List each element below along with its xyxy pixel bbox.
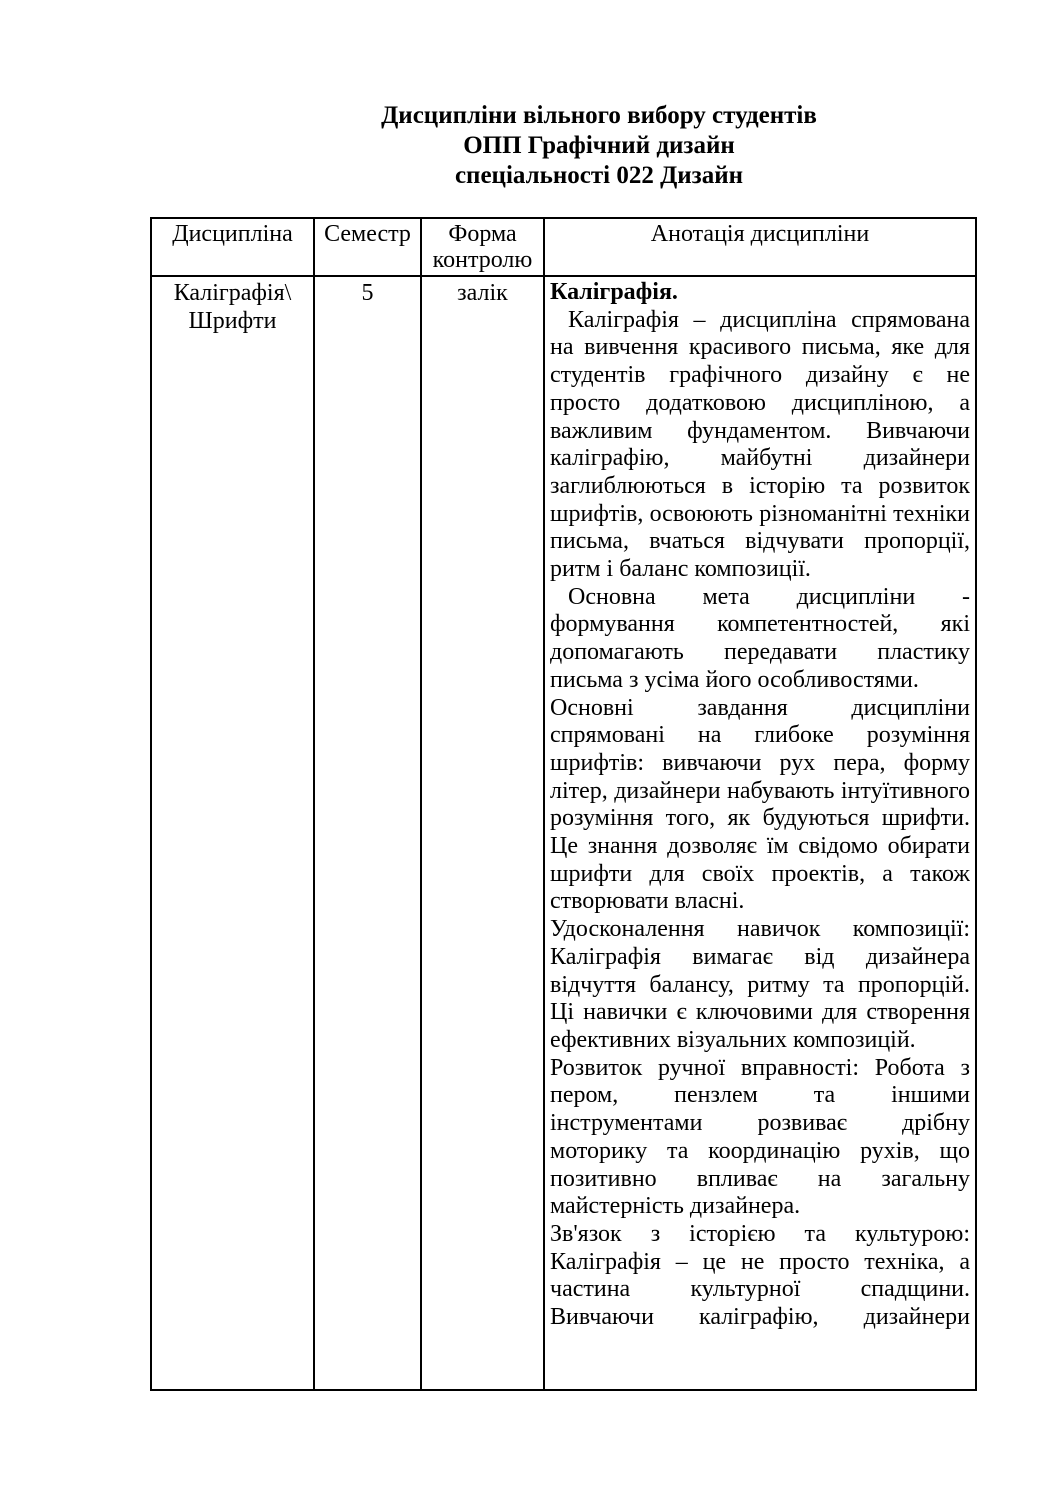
discipline-name-line-2: Шрифти [188, 308, 277, 334]
column-header-discipline: Дисципліна [151, 218, 314, 276]
annotation-paragraph: Основні завдання дисципліни спрямовані на глибоке розуміння шрифтів: вивчаючи рух пера, форму літер, дизайнери набувають інтуїтивного розуміння того, як будуються шрифти. Це знання дозволяє їм свідомо обирати шрифти для своїх проектів, а також створювати власні. [550, 694, 970, 915]
cell-semester: 5 [314, 276, 421, 1390]
column-header-annotation: Анотація дисципліни [544, 218, 976, 276]
annotation-text [550, 279, 970, 1387]
annotation-paragraph: Розвиток ручної вправності: Робота з пером, пензлем та іншими інструментами розвиває дрібну моторику та координацію рухів, що позитивно впливає на загальну майстерність дизайнера. [550, 1054, 970, 1220]
annotation-paragraph: Удосконалення навичок композиції: Каліграфія вимагає від дизайнера відчуття балансу, ритму та пропорцій. Ці навички є ключовими для створення ефективних візуальних композицій. [550, 916, 970, 1053]
table-header-row [151, 218, 976, 276]
annotation-paragraph: Зв'язок з історією та культурою: Каліграфія – це не просто техніка, а частина культурної спадщини. Вивчаючи каліграфію, дизайнери [550, 1220, 970, 1331]
cell-control-form: залік [421, 276, 544, 1390]
cell-annotation [544, 276, 976, 1390]
annotation-heading: Каліграфія. [550, 279, 678, 305]
annotation-paragraph: Каліграфія – дисципліна спрямована на вивчення красивого письма, яке для студентів графічного дизайну є не просто додатковою дисципліною, а важливим фундаментом. Вивчаючи каліграфію, майбутні дизайнери заглиблюються в історію та розвиток шрифтів, освоюють різноманітні техніки письма, вчаться відчувати пропорції, ритм і баланс композиції. [550, 306, 970, 583]
document-title [160, 101, 1038, 191]
document-title-line-3: спеціальності 022 Дизайн [454, 162, 744, 189]
cell-discipline [151, 276, 314, 1390]
disciplines-table [150, 217, 977, 1391]
annotation-paragraph: Основна мета дисципліни - формування компетентностей, які допомагають передавати пластику письма з усіма його особливостями. [550, 583, 970, 693]
column-header-control-form: Форма контролю [421, 218, 544, 276]
table-row [151, 276, 976, 1390]
document-title-line-2: ОПП Графічний дизайн [463, 132, 735, 159]
discipline-name-line-1: Каліграфія\ [173, 280, 292, 306]
column-header-semester: Семестр [314, 218, 421, 276]
document-title-line-1: Дисципліни вільного вибору студентів [381, 102, 817, 129]
